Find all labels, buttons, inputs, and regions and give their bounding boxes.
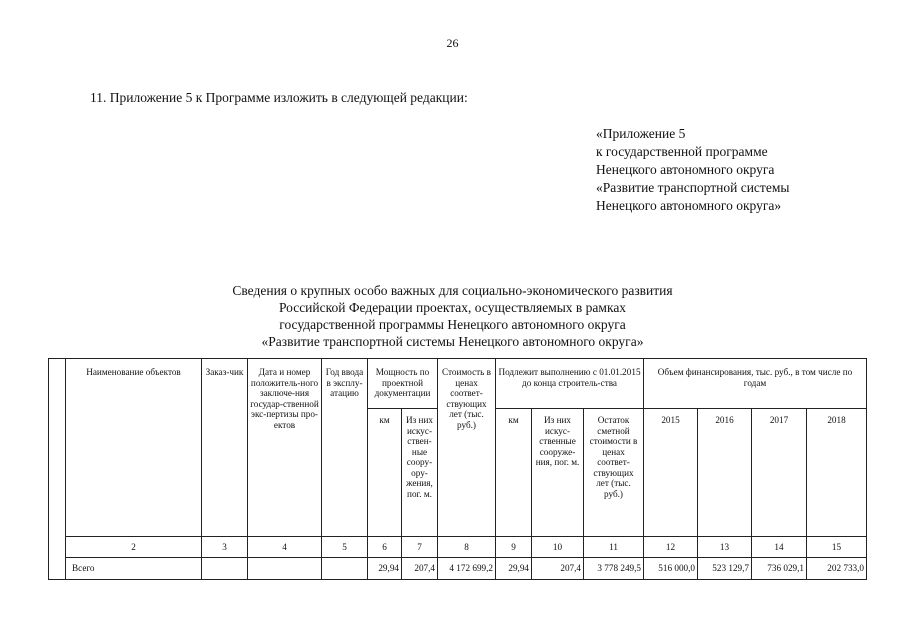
header-subject-km: км [496, 409, 532, 537]
row-number-column [49, 359, 66, 580]
total-2015: 516 000,0 [644, 558, 698, 580]
column-number: 4 [248, 537, 322, 558]
header-expertise: Дата и номер положитель-ного заключе-ния государ-ственной экс-пертизы про-ектов [248, 359, 322, 537]
header-year: Год ввода в эксплу-атацию [322, 359, 368, 537]
column-number: 10 [532, 537, 584, 558]
title-line: Сведения о крупных особо важных для социально-экономического развития [232, 283, 673, 298]
header-subject-rest: Остаток сметной стоимости в ценах соответ-ствующих лет (тыс. руб.) [584, 409, 644, 537]
total-row [49, 558, 867, 580]
column-number: 14 [752, 537, 807, 558]
page-number: 26 [446, 36, 459, 50]
header-name: Наименование объектов [66, 359, 202, 537]
header-capacity-km: км [368, 409, 402, 537]
column-number: 15 [807, 537, 867, 558]
appendix-line: «Развитие транспортной системы [596, 180, 790, 195]
column-number: 2 [66, 537, 202, 558]
header-row [49, 359, 867, 409]
column-numbers-row [49, 537, 867, 558]
appendix-reference [596, 125, 789, 215]
total-label: Всего [66, 558, 202, 580]
total-year [322, 558, 368, 580]
column-number: 7 [402, 537, 438, 558]
header-cost: Стоимость в ценах соответ-ствующих лет (тыс. руб.) [438, 359, 496, 537]
column-number: 3 [202, 537, 248, 558]
column-number: 6 [368, 537, 402, 558]
total-2017: 736 029,1 [752, 558, 807, 580]
total-subject-km: 29,94 [496, 558, 532, 580]
total-subject-rest: 3 778 249,5 [584, 558, 644, 580]
title-line: государственной программы Ненецкого автономного округа [279, 317, 626, 332]
total-2016: 523 129,7 [698, 558, 752, 580]
projects-table [48, 358, 867, 580]
total-customer [202, 558, 248, 580]
column-number: 13 [698, 537, 752, 558]
total-cost: 4 172 699,2 [438, 558, 496, 580]
total-2018: 202 733,0 [807, 558, 867, 580]
column-number: 8 [438, 537, 496, 558]
header-year-2017: 2017 [752, 409, 807, 537]
document-title [0, 282, 905, 350]
header-finance: Объем финансирования, тыс. руб., в том числе по годам [644, 359, 867, 409]
header-capacity-art: Из них искус-ствен-ные соору-ору-жения, пог. м. [402, 409, 438, 537]
header-year-2015: 2015 [644, 409, 698, 537]
total-capacity-art: 207,4 [402, 558, 438, 580]
header-subject: Подлежит выполнению с 01.01.2015 до конца строитель-ства [496, 359, 644, 409]
header-year-2018: 2018 [807, 409, 867, 537]
total-capacity-km: 29,94 [368, 558, 402, 580]
column-number: 9 [496, 537, 532, 558]
total-subject-art: 207,4 [532, 558, 584, 580]
column-number: 11 [584, 537, 644, 558]
column-number: 5 [322, 537, 368, 558]
title-line: «Развитие транспортной системы Ненецкого автономного округа» [261, 334, 644, 349]
total-expertise [248, 558, 322, 580]
header-capacity: Мощность по проектной документации [368, 359, 438, 409]
header-subject-art: Из них искус-ственные сооруже-ния, пог. м. [532, 409, 584, 537]
column-number: 12 [644, 537, 698, 558]
header-year-2016: 2016 [698, 409, 752, 537]
appendix-line: к государственной программе [596, 144, 768, 159]
appendix-line: Ненецкого автономного округа [596, 162, 775, 177]
title-line: Российской Федерации проектах, осуществляемых в рамках [278, 300, 627, 315]
instruction-text: 11. Приложение 5 к Программе изложить в следующей редакции: [90, 90, 468, 105]
header-customer: Заказ-чик [202, 359, 248, 537]
appendix-line: Ненецкого автономного округа» [596, 198, 782, 213]
appendix-line: «Приложение 5 [596, 126, 686, 141]
